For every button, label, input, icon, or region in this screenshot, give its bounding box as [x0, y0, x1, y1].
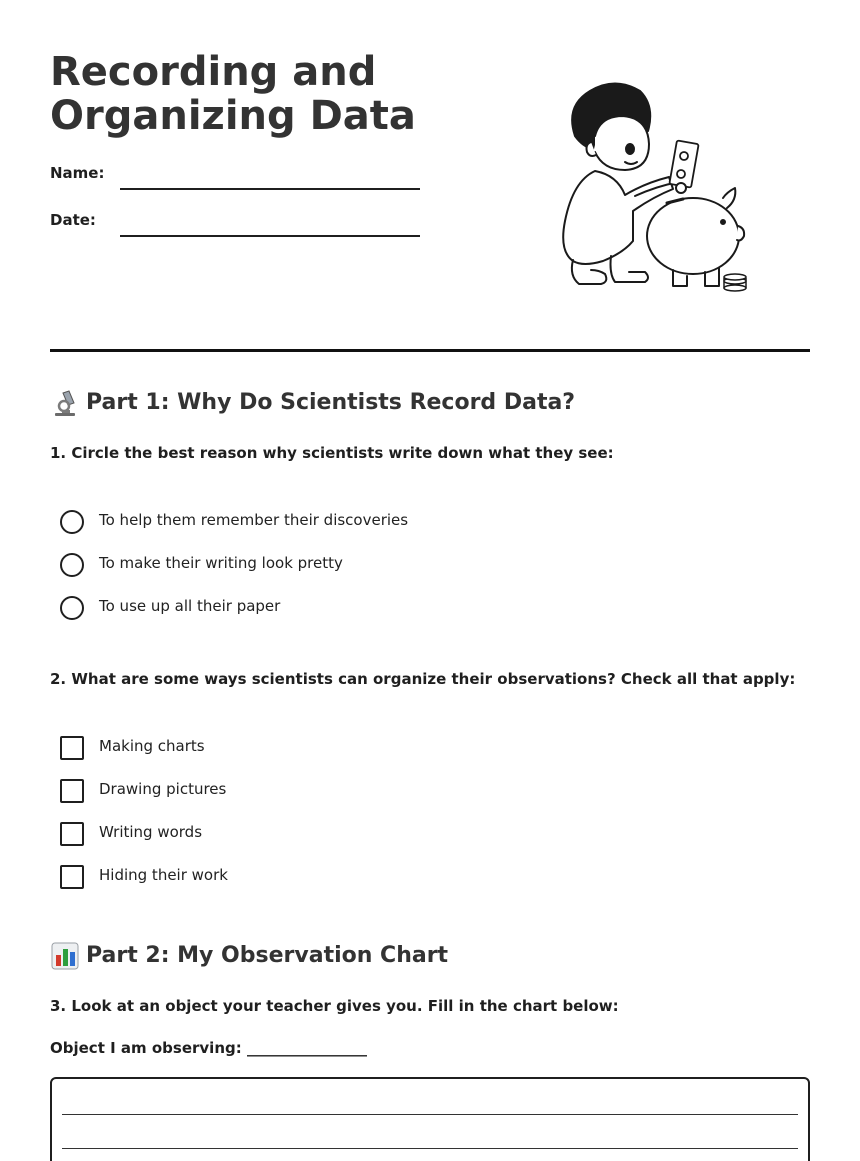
part-2-heading [50, 941, 448, 971]
chart-write-line[interactable] [62, 1148, 798, 1149]
checkbox[interactable] [60, 822, 84, 846]
date-field[interactable] [50, 211, 470, 241]
question-1-text: 1. Circle the best reason why scientists write down what they see: [50, 444, 614, 462]
worksheet-header [50, 50, 810, 300]
microscope-icon [50, 388, 80, 418]
part-1-heading [50, 388, 575, 418]
q1-option-3-label: To use up all their paper [99, 597, 281, 615]
q1-option-2-label: To make their writing look pretty [99, 554, 343, 572]
name-label: Name: [50, 164, 105, 182]
radio-circle[interactable] [60, 553, 84, 577]
q2-option-1-label: Making charts [99, 737, 205, 755]
checkbox[interactable] [60, 779, 84, 803]
radio-circle[interactable] [60, 510, 84, 534]
boy-with-piggy-bank-illustration [555, 76, 755, 296]
name-field[interactable] [50, 164, 470, 194]
page-title [50, 50, 470, 138]
date-write-line[interactable] [120, 235, 420, 237]
q2-option-4-label: Hiding their work [99, 866, 228, 884]
part-2-title: Part 2: My Observation Chart [86, 943, 449, 968]
q1-option-1-label: To help them remember their discoveries [99, 511, 409, 529]
radio-circle[interactable] [60, 596, 84, 620]
coin-stack [724, 274, 746, 291]
checkbox[interactable] [60, 865, 84, 889]
question-3-text: 3. Look at an object your teacher gives you. Fill in the chart below: [50, 997, 619, 1015]
q2-option-2-label: Drawing pictures [99, 780, 227, 798]
observation-chart-box[interactable] [50, 1077, 810, 1161]
chart-write-line[interactable] [62, 1114, 798, 1115]
object-prompt[interactable]: Object I am observing: ________________ [50, 1039, 367, 1057]
money-bill [669, 140, 698, 187]
page-title-line-2: Organizing Data [50, 93, 416, 139]
question-2-text: 2. What are some ways scientists can organize their observations? Check all that apply: [50, 670, 796, 688]
q2-option-3-label: Writing words [99, 823, 203, 841]
bar-chart-icon [50, 941, 80, 971]
checkbox[interactable] [60, 736, 84, 760]
header-divider [50, 349, 810, 352]
page-title-line-1: Recording and [50, 49, 377, 95]
date-label: Date: [50, 211, 96, 229]
part-1-title: Part 1: Why Do Scientists Record Data? [86, 390, 576, 415]
name-write-line[interactable] [120, 188, 420, 190]
